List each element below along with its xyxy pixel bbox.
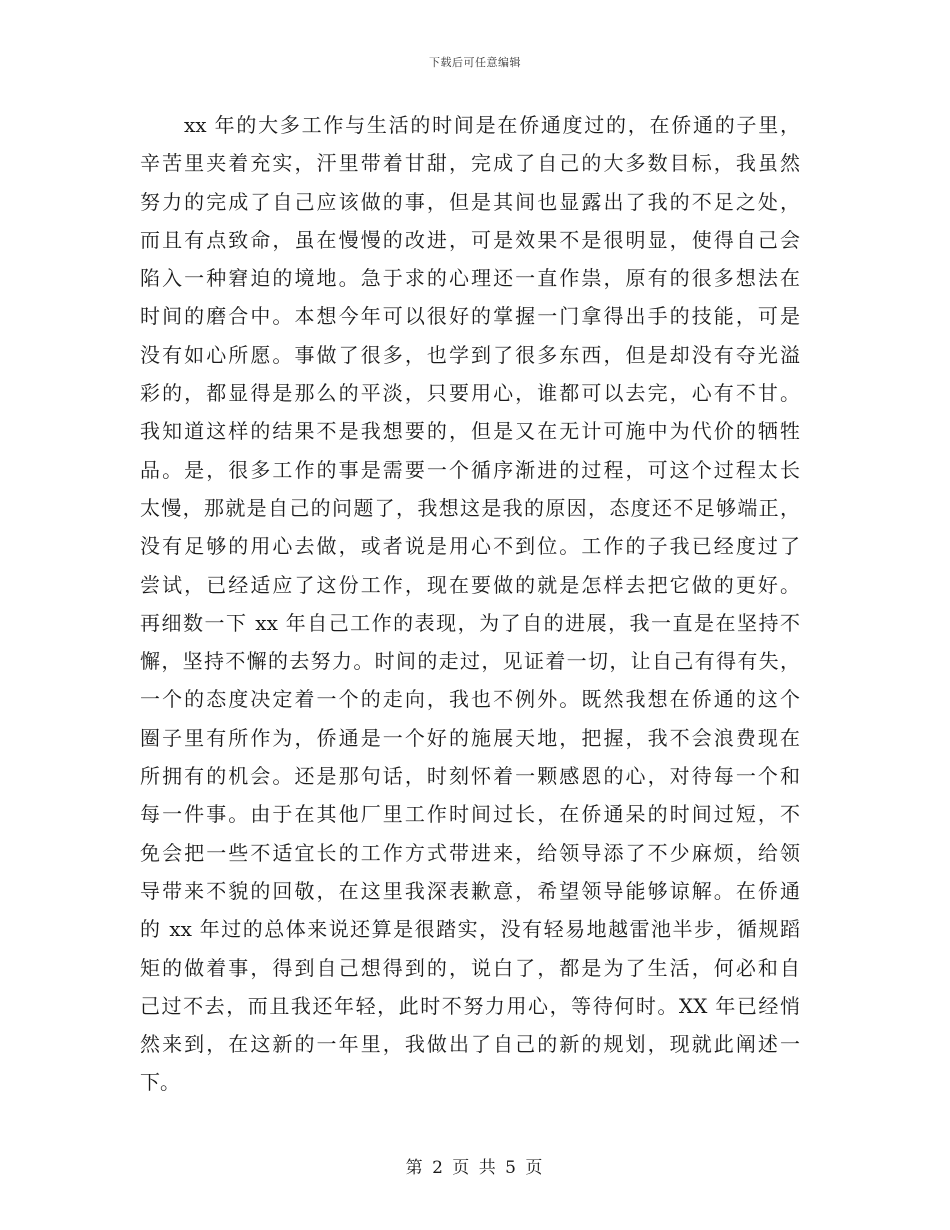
text-line: 矩的做着事，得到自己想得到的，说白了，都是为了生活，何必和自 xyxy=(140,955,800,980)
text-line: 品。是，很多工作的事是需要一个循序渐进的过程，可这个过程太长 xyxy=(140,457,800,482)
header-note: 下载后可任意编辑 xyxy=(429,56,521,69)
text-line: 没有如心所愿。事做了很多，也学到了很多东西，但是却没有夺光溢 xyxy=(140,342,800,367)
text-line: 辛苦里夹着充实，汗里带着甘甜，完成了自己的大多数目标，我虽然 xyxy=(140,151,800,176)
text-line: 所拥有的机会。还是那句话，时刻怀着一颗感恩的心，对待每一个和 xyxy=(140,764,800,789)
text-line: 圈子里有所作为，侨通是一个好的施展天地，把握，我不会浪费现在 xyxy=(140,725,800,750)
text-line: 努力的完成了自己应该做的事，但是其间也显露出了我的不足之处， xyxy=(140,189,800,214)
page-number: 第 2 页 共 5 页 xyxy=(405,1158,545,1178)
text-line: xx 年的大多工作与生活的时间是在侨通度过的，在侨通的子里， xyxy=(184,113,800,137)
text-line: 再细数一下 xx 年自己工作的表现，为了自的进展，我一直是在坚持不 xyxy=(140,610,800,635)
text-line: 下。 xyxy=(140,1070,180,1095)
text-line: 没有足够的用心去做，或者说是用心不到位。工作的子我已经度过了 xyxy=(140,534,800,559)
body-paragraph xyxy=(140,106,800,1102)
text-line: 懈，坚持不懈的去努力。时间的走过，见证着一切，让自己有得有失， xyxy=(140,649,800,674)
text-line: 尝试，已经适应了这份工作，现在要做的就是怎样去把它做的更好。 xyxy=(140,572,800,597)
text-line: 而且有点致命，虽在慢慢的改进，可是效果不是很明显，使得自己会 xyxy=(140,227,800,252)
text-line: 每一件事。由于在其他厂里工作时间过长，在侨通呆的时间过短，不 xyxy=(140,802,800,827)
text-line: 己过不去，而且我还年轻，此时不努力用心，等待何时。XX 年已经悄 xyxy=(140,993,800,1018)
text-line: 我知道这样的结果不是我想要的，但是又在无计可施中为代价的牺牲 xyxy=(140,419,800,444)
text-line: 导带来不貌的回敬，在这里我深表歉意，希望领导能够谅解。在侨通 xyxy=(140,878,800,903)
text-line: 陷入一种窘迫的境地。急于求的心理还一直作祟，原有的很多想法在 xyxy=(140,266,800,291)
text-line: 太慢，那就是自己的问题了，我想这是我的原因，态度还不足够端正， xyxy=(140,495,800,520)
text-line: 彩的，都显得是那么的平淡，只要用心，谁都可以去完，心有不甘。 xyxy=(140,381,800,406)
text-line: 一个的态度决定着一个的走向，我也不例外。既然我想在侨通的这个 xyxy=(140,687,800,712)
text-line: 然来到，在这新的一年里，我做出了自己的新的规划，现就此阐述一 xyxy=(140,1032,800,1057)
text-line: 的 xx 年过的总体来说还算是很踏实，没有轻易地越雷池半步，循规蹈 xyxy=(140,917,800,942)
text-line: 时间的磨合中。本想今年可以很好的掌握一门拿得出手的技能，可是 xyxy=(140,304,800,329)
text-line: 免会把一些不适宜长的工作方式带进来，给领导添了不少麻烦，给领 xyxy=(140,840,800,865)
